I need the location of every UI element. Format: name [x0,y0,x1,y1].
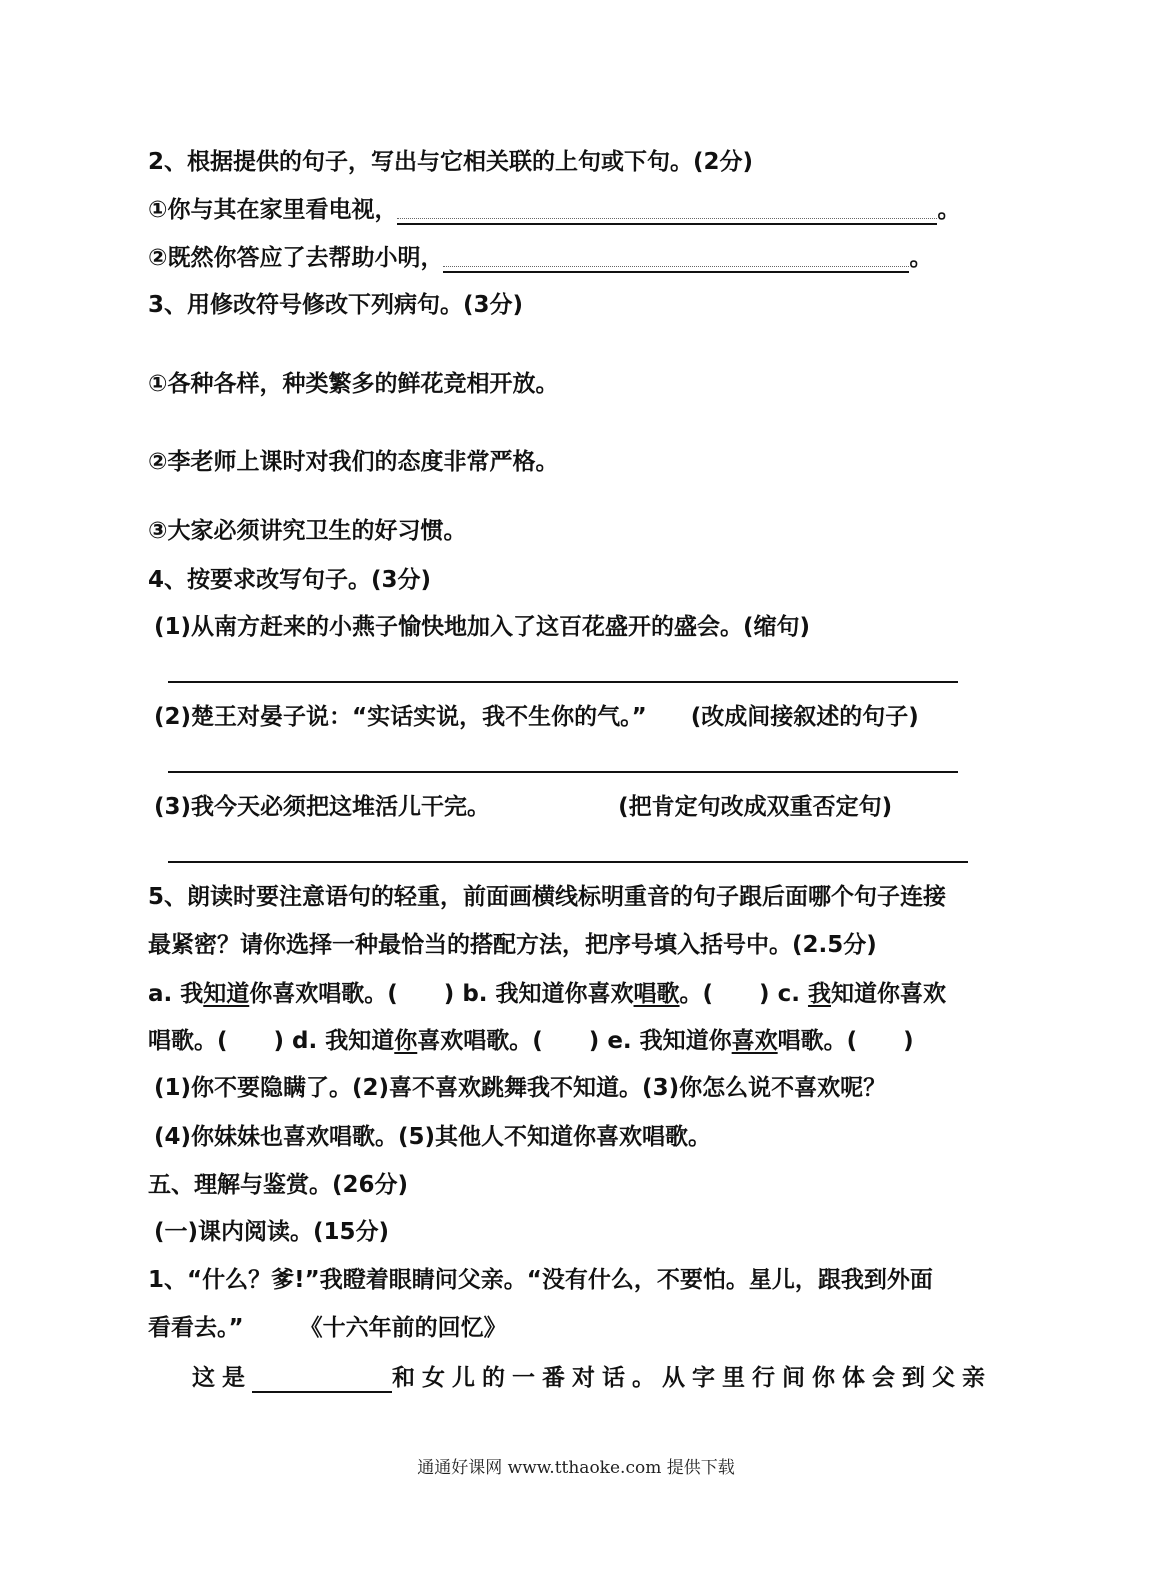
q3-sentence-2: ②李老师上课时对我们的态度非常严格。 [148,449,559,475]
q2-s2-end: 。 [909,245,933,271]
q5-c-pre: c. [777,981,808,1007]
q5-options-line-1: (1)你不要隐瞒了。(2)喜不喜欢跳舞我不知道。(3)你怎么说不喜欢呢？ [154,1075,887,1101]
section5-subtitle: (一)课内阅读。(15分) [154,1219,390,1245]
q5-choices-line-2 [148,1026,914,1056]
q4-title: 4、按要求改写句子。(3分) [148,567,432,593]
q5-b-stress: 唱歌 [633,981,680,1007]
q5-d-pre: d. 我知道 [292,1028,395,1054]
q3-title: 3、用修改符号修改下列病句。(3分) [148,292,524,318]
q5-title-line-2: 最紧密？请你选择一种最恰当的搭配方法，把序号填入括号中。(2.5分) [148,932,877,958]
q3-sentence-3: ③大家必须讲究卫生的好习惯。 [148,518,467,544]
q4-sentence-3 [154,792,892,822]
reading-passage-line-2 [148,1313,507,1343]
q5-e-pre: e. 我知道你 [607,1028,732,1054]
q4-answer-line-2[interactable] [168,771,958,773]
footer-credit: 通通好课网 www.tthaoke.com 提供下载 [417,1458,735,1478]
reading-quote-end: 看看去。” [148,1315,244,1341]
q5-options-line-2: (4)你妹妹也喜欢唱歌。(5)其他人不知道你喜欢唱歌。 [154,1124,712,1150]
q5-d-post: 喜欢唱歌。( [417,1028,543,1054]
q4-s3-note: (把肯定句改成双重否定句) [618,794,893,820]
q5-e-stress: 喜欢 [731,1028,778,1054]
q4-answer-line-1[interactable] [168,681,958,683]
q5-e-post: 唱歌。( [777,1028,858,1054]
q5-a-stress: 知道 [203,981,250,1007]
section5-title: 五、理解与鉴赏。(26分) [148,1172,409,1198]
reading-q-blank[interactable] [252,1365,392,1393]
reading-q-post: 和女儿的一番对话。从字里行间你体会到父亲 [392,1365,992,1391]
q4-s3-text: (3)我今天必须把这堆活儿干完。 [154,794,491,820]
q5-a-pre: a. 我 [148,981,204,1007]
q4-sentence-2 [154,702,919,732]
q2-sentence-2 [148,243,932,273]
q5-title-line-1: 5、朗读时要注意语句的轻重，前面画横线标明重音的句子跟后面哪个句子连接 [148,884,947,910]
q5-c-close: ) [273,1028,285,1054]
q5-d-stress: 你 [394,1028,418,1054]
q2-s2-blank[interactable] [443,245,909,273]
q2-sentence-1 [148,195,960,225]
reading-question-line [192,1363,992,1393]
q2-s1-end: 。 [937,197,961,223]
q4-sentence-1: (1)从南方赶来的小燕子愉快地加入了这百花盛开的盛会。(缩句) [154,614,811,640]
q5-c-stress: 我 [807,981,831,1007]
q2-title: 2、根据提供的句子，写出与它相关联的上句或下句。(2分) [148,149,754,175]
q4-s2-text: (2)楚王对晏子说：“实话实说，我不生你的气。” [154,704,647,730]
q5-choices-line-1 [148,979,946,1009]
q5-e-close: ) [903,1028,914,1054]
q5-c-line2: 唱歌。( [148,1028,228,1054]
q5-c-post: 知道你喜欢 [830,981,946,1007]
q5-a-close: ) [443,981,455,1007]
q3-sentence-1: ①各种各样，种类繁多的鲜花竞相开放。 [148,371,559,397]
q4-s2-note: (改成间接叙述的句子) [690,704,919,730]
reading-q-pre: 这是 [192,1365,252,1391]
q5-b-post: 。( [679,981,714,1007]
q5-b-close: ) [759,981,770,1007]
q2-s1-blank[interactable] [397,197,937,225]
q5-b-pre: b. 我知道你喜欢 [462,981,634,1007]
q5-d-close: ) [588,1028,600,1054]
q2-s2-text: ②既然你答应了去帮助小明， [148,245,444,271]
reading-source: 《十六年前的回忆》 [299,1315,507,1341]
q2-s1-text: ①你与其在家里看电视， [148,197,398,223]
reading-passage-line-1: 1、“什么？爹!”我瞪着眼睛问父亲。“没有什么，不要怕。星儿，跟我到外面 [148,1267,933,1293]
q4-answer-line-3[interactable] [168,861,968,863]
q5-a-post: 你喜欢唱歌。( [249,981,398,1007]
